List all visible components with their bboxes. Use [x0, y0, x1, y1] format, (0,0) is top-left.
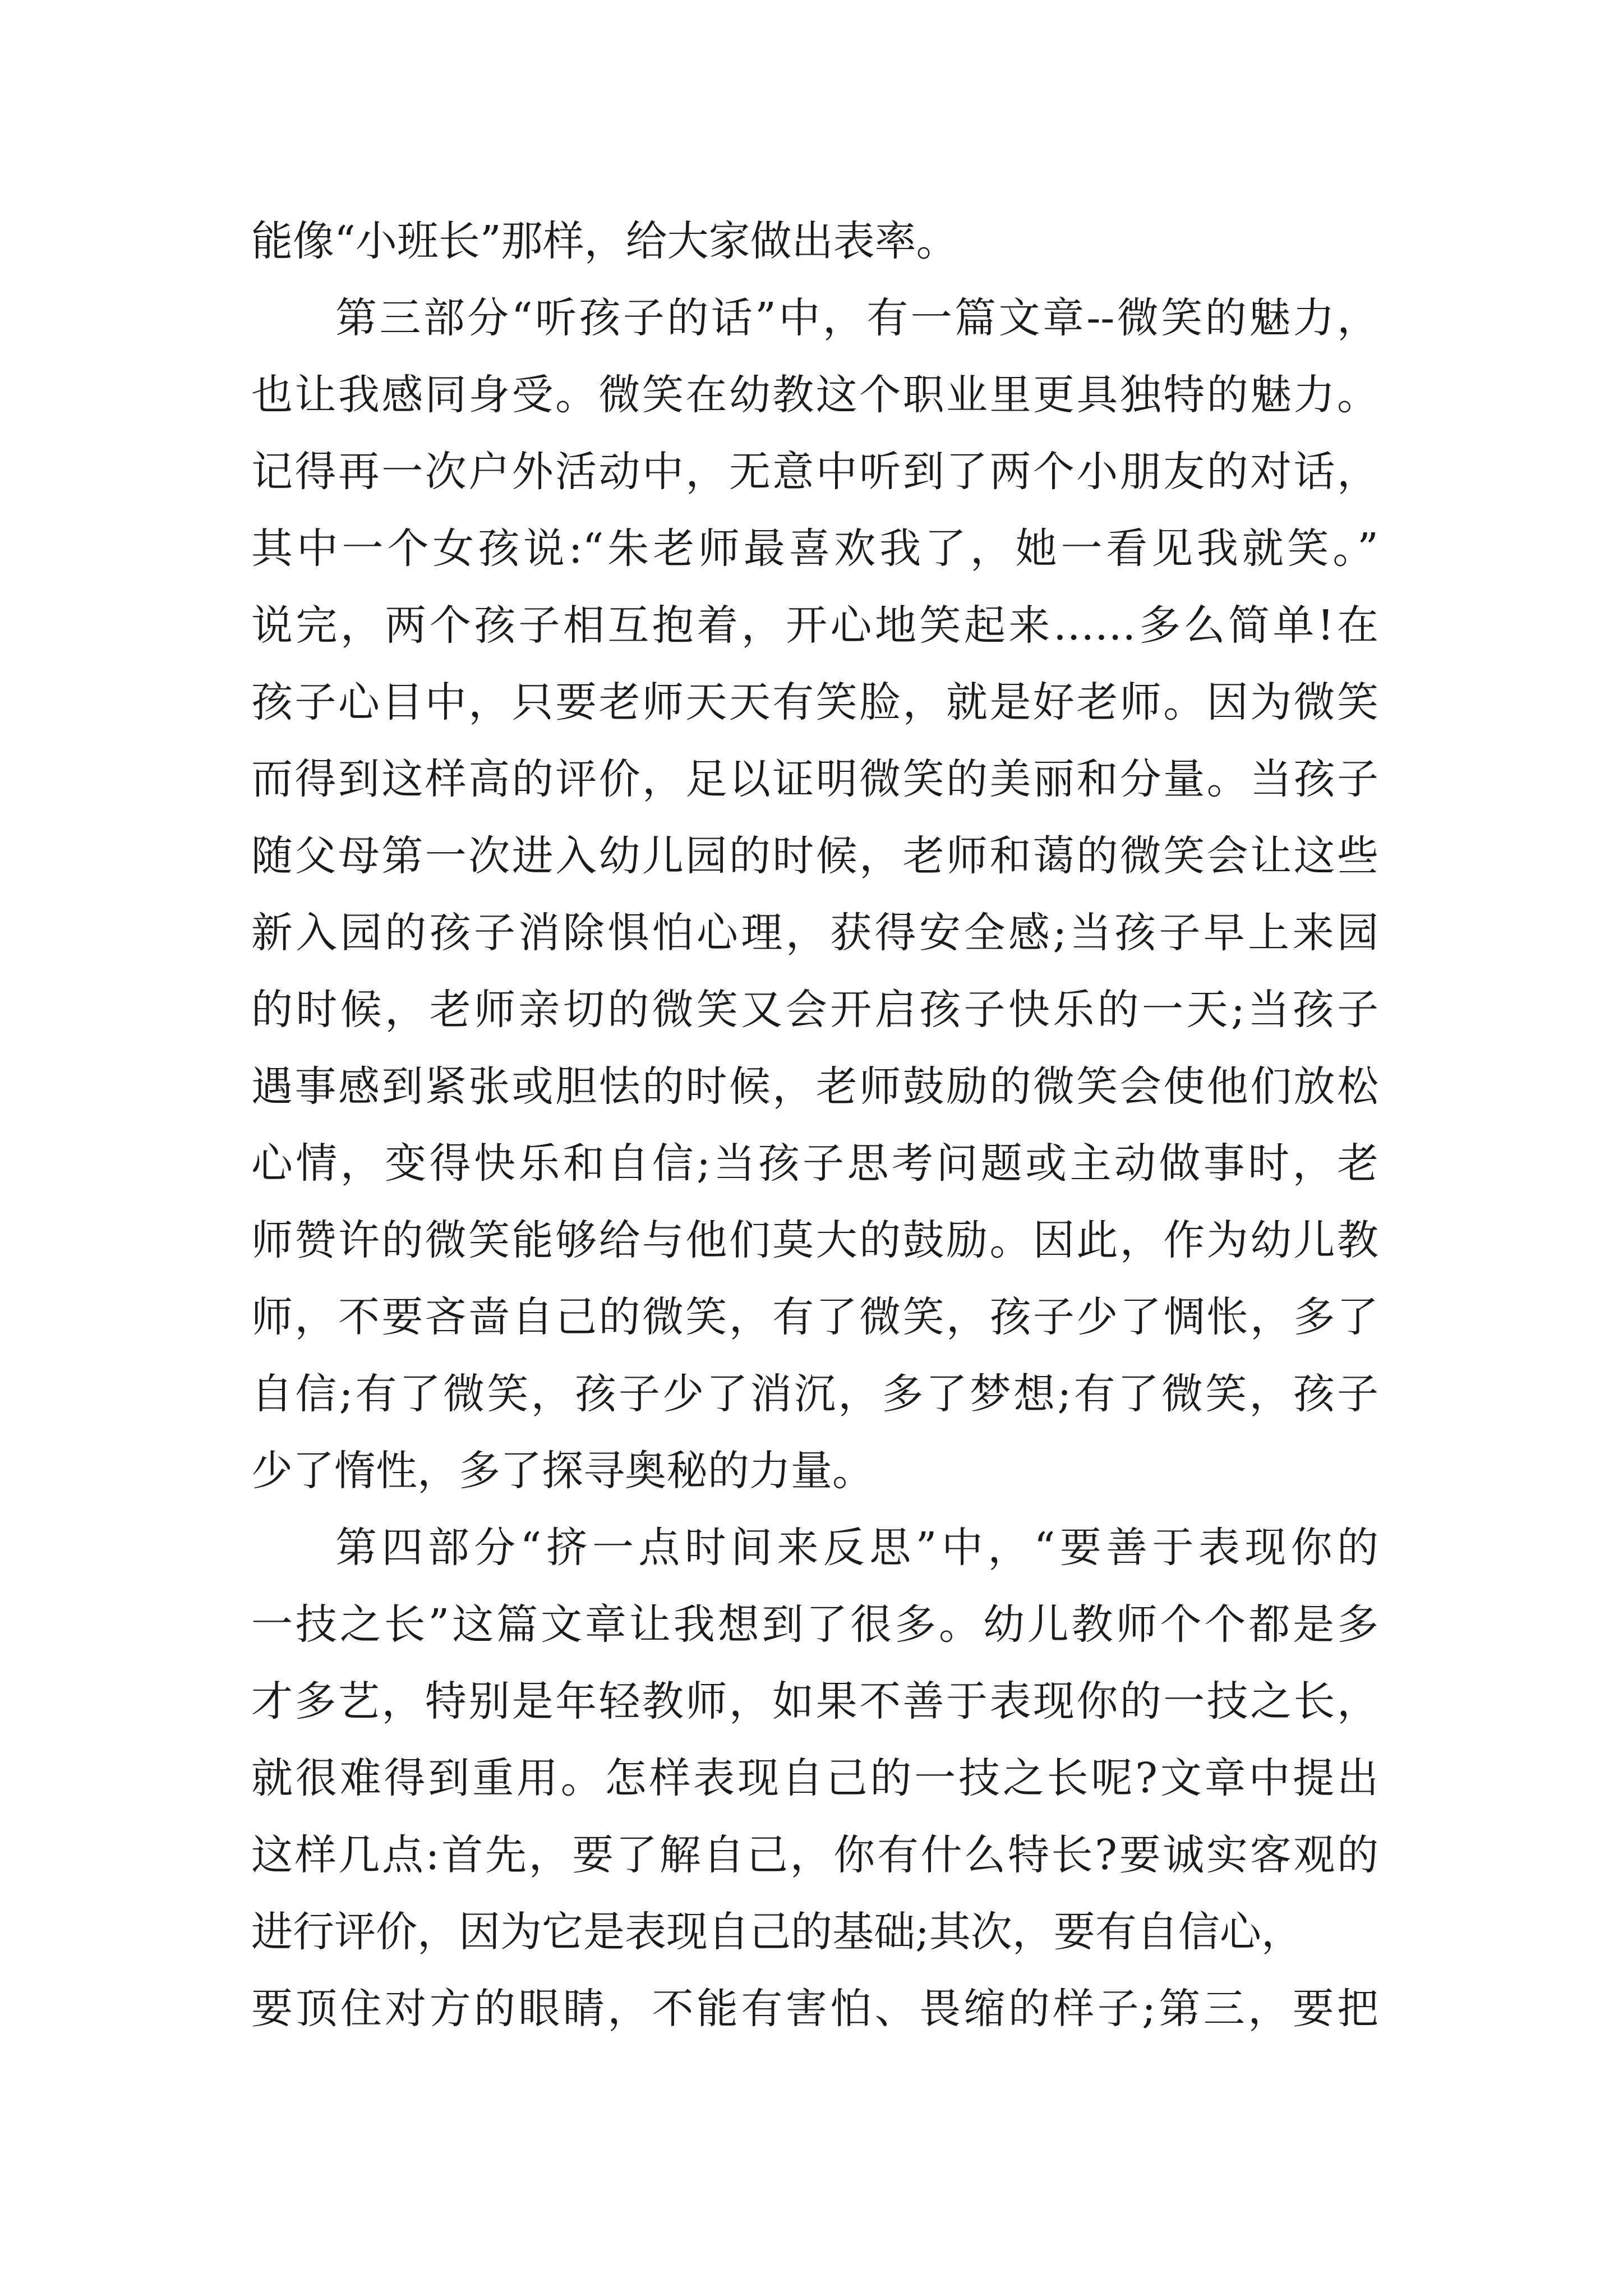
text-line: 才多艺，特别是年轻教师，如果不善于表现你的一技之长， — [251, 1677, 1378, 1726]
text-line: 自信;有了微笑，孩子少了消沉，多了梦想;有了微笑，孩子 — [251, 1370, 1378, 1418]
text-line: 能像“小班长”那样，给大家做出表率。 — [251, 217, 958, 265]
body-text — [251, 203, 1378, 2047]
text-line: 这样几点:首先，要了解自己，你有什么特长?要诚实客观的 — [251, 1831, 1378, 1879]
text-line: 其中一个女孩说:“朱老师最喜欢我了，她一看见我就笑。” — [251, 524, 1378, 573]
text-line: 的时候，老师亲切的微笑又会开启孩子快乐的一天;当孩子 — [251, 986, 1378, 1034]
text-line: 进行评价，因为它是表现自己的基础;其次，要有自信心， — [251, 1908, 1303, 1956]
text-line: 也让我感同身受。微笑在幼教这个职业里更具独特的魅力。 — [251, 371, 1378, 419]
text-line: 要顶住对方的眼睛，不能有害怕、畏缩的样子;第三，要把 — [251, 1985, 1378, 2033]
text-line: 随父母第一次进入幼儿园的时候，老师和蔼的微笑会让这些 — [251, 832, 1378, 880]
text-line: 师，不要吝啬自己的微笑，有了微笑，孩子少了惆怅，多了 — [251, 1293, 1378, 1341]
text-line: 孩子心目中，只要老师天天有笑脸，就是好老师。因为微笑 — [251, 678, 1378, 726]
text-line: 一技之长”这篇文章让我想到了很多。幼儿教师个个都是多 — [251, 1600, 1378, 1649]
text-line: 新入园的孩子消除惧怕心理，获得安全感;当孩子早上来园 — [251, 909, 1378, 957]
text-line: 第三部分“听孩子的话”中，有一篇文章--微笑的魅力， — [335, 294, 1378, 342]
text-line: 说完，两个孩子相互抱着，开心地笑起来……多么简单!在 — [251, 601, 1378, 650]
text-line: 遇事感到紧张或胆怯的时候，老师鼓励的微笑会使他们放松 — [251, 1062, 1378, 1111]
text-line: 少了惰性，多了探寻奥秘的力量。 — [251, 1447, 874, 1495]
text-line: 第四部分“挤一点时间来反思”中，“要善于表现你的 — [335, 1524, 1378, 1572]
text-line: 就很难得到重用。怎样表现自己的一技之长呢?文章中提出 — [251, 1754, 1378, 1802]
text-line: 记得再一次户外活动中，无意中听到了两个小朋友的对话， — [251, 448, 1378, 496]
text-line: 师赞许的微笑能够给与他们莫大的鼓励。因此，作为幼儿教 — [251, 1216, 1378, 1264]
text-line: 心情，变得快乐和自信;当孩子思考问题或主动做事时，老 — [251, 1139, 1378, 1188]
text-line: 而得到这样高的评价，足以证明微笑的美丽和分量。当孩子 — [251, 755, 1378, 803]
